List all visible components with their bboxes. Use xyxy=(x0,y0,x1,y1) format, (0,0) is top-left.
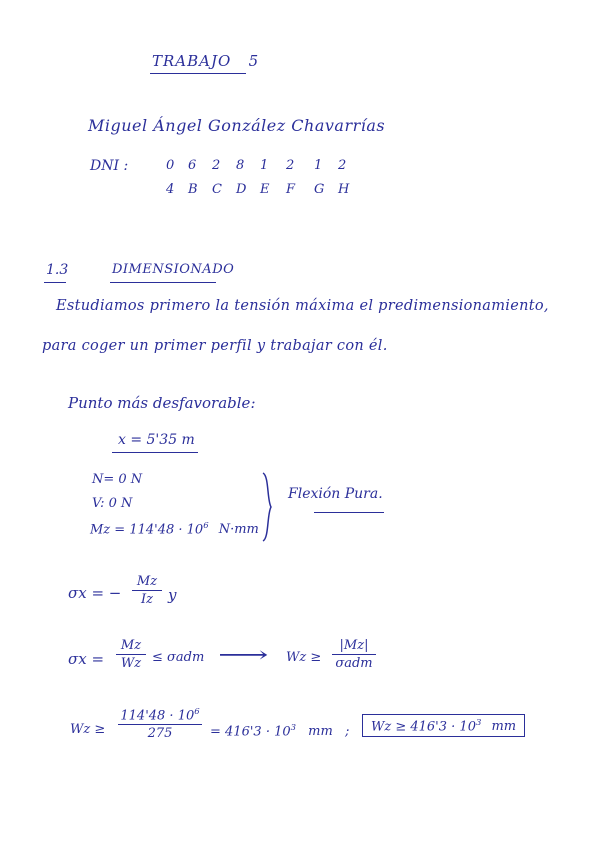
dni-letter: E xyxy=(260,182,270,197)
eq3-fraction xyxy=(118,706,202,741)
fraction-bar xyxy=(116,654,146,655)
eq2-result-denominator: σadm xyxy=(335,656,373,671)
worst-point-label: Punto más desfavorable: xyxy=(68,394,256,412)
eq1-numerator: Mz xyxy=(136,574,158,589)
dni-digit: 1 xyxy=(314,158,323,173)
eq3-lhs: Wz ≥ xyxy=(70,722,106,737)
x-position-underline xyxy=(112,452,198,453)
flexion-underline xyxy=(314,512,384,513)
intro-line-1: Estudiamos primero la tensión máxima el predimensionamiento, xyxy=(56,298,549,314)
dni-letter: 4 xyxy=(166,182,175,197)
section-number-underline xyxy=(44,282,66,283)
force-mz-unit: N·mm xyxy=(218,522,259,538)
force-mz-exp: 6 xyxy=(203,520,209,530)
dni-digit: 1 xyxy=(260,158,269,173)
eq3-result: = $416'3 \cdot 10^3$ mm ; xyxy=(210,722,350,740)
dni-letter: C xyxy=(212,182,222,197)
dni-digit: 8 xyxy=(236,158,245,173)
x-position: x = 5'35 m xyxy=(118,432,195,448)
dni-digit: 2 xyxy=(212,158,221,173)
force-n: N= 0 N xyxy=(92,472,143,487)
title-underline xyxy=(150,73,246,74)
force-mz xyxy=(90,520,259,537)
dni-letter: B xyxy=(188,182,198,197)
eq3-denominator: 275 xyxy=(147,726,173,742)
dni-letter: F xyxy=(286,182,296,197)
eq1-lhs: σx = − xyxy=(68,584,122,602)
eq1-denominator: Iz xyxy=(141,592,153,607)
dni-digit: 6 xyxy=(188,158,197,173)
dni-letter: G xyxy=(314,182,325,197)
dni-digit: 0 xyxy=(166,158,175,173)
fraction-bar xyxy=(132,590,162,591)
author-name: Miguel Ángel González Chavarrías xyxy=(88,116,386,135)
dni-letter: D xyxy=(236,182,247,197)
eq2-result-numerator: |Mz| xyxy=(339,638,369,653)
dni-letter: H xyxy=(338,182,350,197)
eq2-numerator: Mz xyxy=(120,638,142,653)
dni-digit: 2 xyxy=(338,158,347,173)
dni-digit: 2 xyxy=(286,158,295,173)
eq2-result-lhs: Wz ≥ xyxy=(286,650,322,665)
section-number: 1.3 xyxy=(46,262,69,278)
eq2-fraction xyxy=(116,638,146,671)
force-mz-value: Mz = 114'48 · 10 xyxy=(90,522,204,538)
eq2-result-fraction xyxy=(332,638,376,671)
intro-line-2: para coger un primer perfil y trabajar con él. xyxy=(42,338,388,354)
implies-arrow-icon: ⟶ xyxy=(218,643,269,668)
curly-brace-icon xyxy=(262,472,272,542)
eq3-numerator: $114'48 \cdot 10^6$ xyxy=(120,706,200,724)
fraction-bar xyxy=(118,724,202,725)
eq2-lhs: σx = xyxy=(68,650,105,668)
page-title: TRABAJO 5 xyxy=(152,52,260,70)
eq1-tail: y xyxy=(168,586,177,604)
section-title-underline xyxy=(110,282,216,283)
force-v: V: 0 N xyxy=(92,496,133,511)
dni-label: DNI : xyxy=(90,158,129,174)
section-title: DIMENSIONADO xyxy=(112,262,235,277)
fraction-bar xyxy=(332,654,376,655)
eq2-mid: ≤ σadm xyxy=(152,650,205,665)
final-result-box: $Wz \ge 416'3 \cdot 10^3$ mm xyxy=(362,714,525,737)
eq1-fraction xyxy=(132,574,162,607)
eq2-denominator: Wz xyxy=(120,656,142,671)
flexion-label: Flexión Pura. xyxy=(288,486,383,502)
